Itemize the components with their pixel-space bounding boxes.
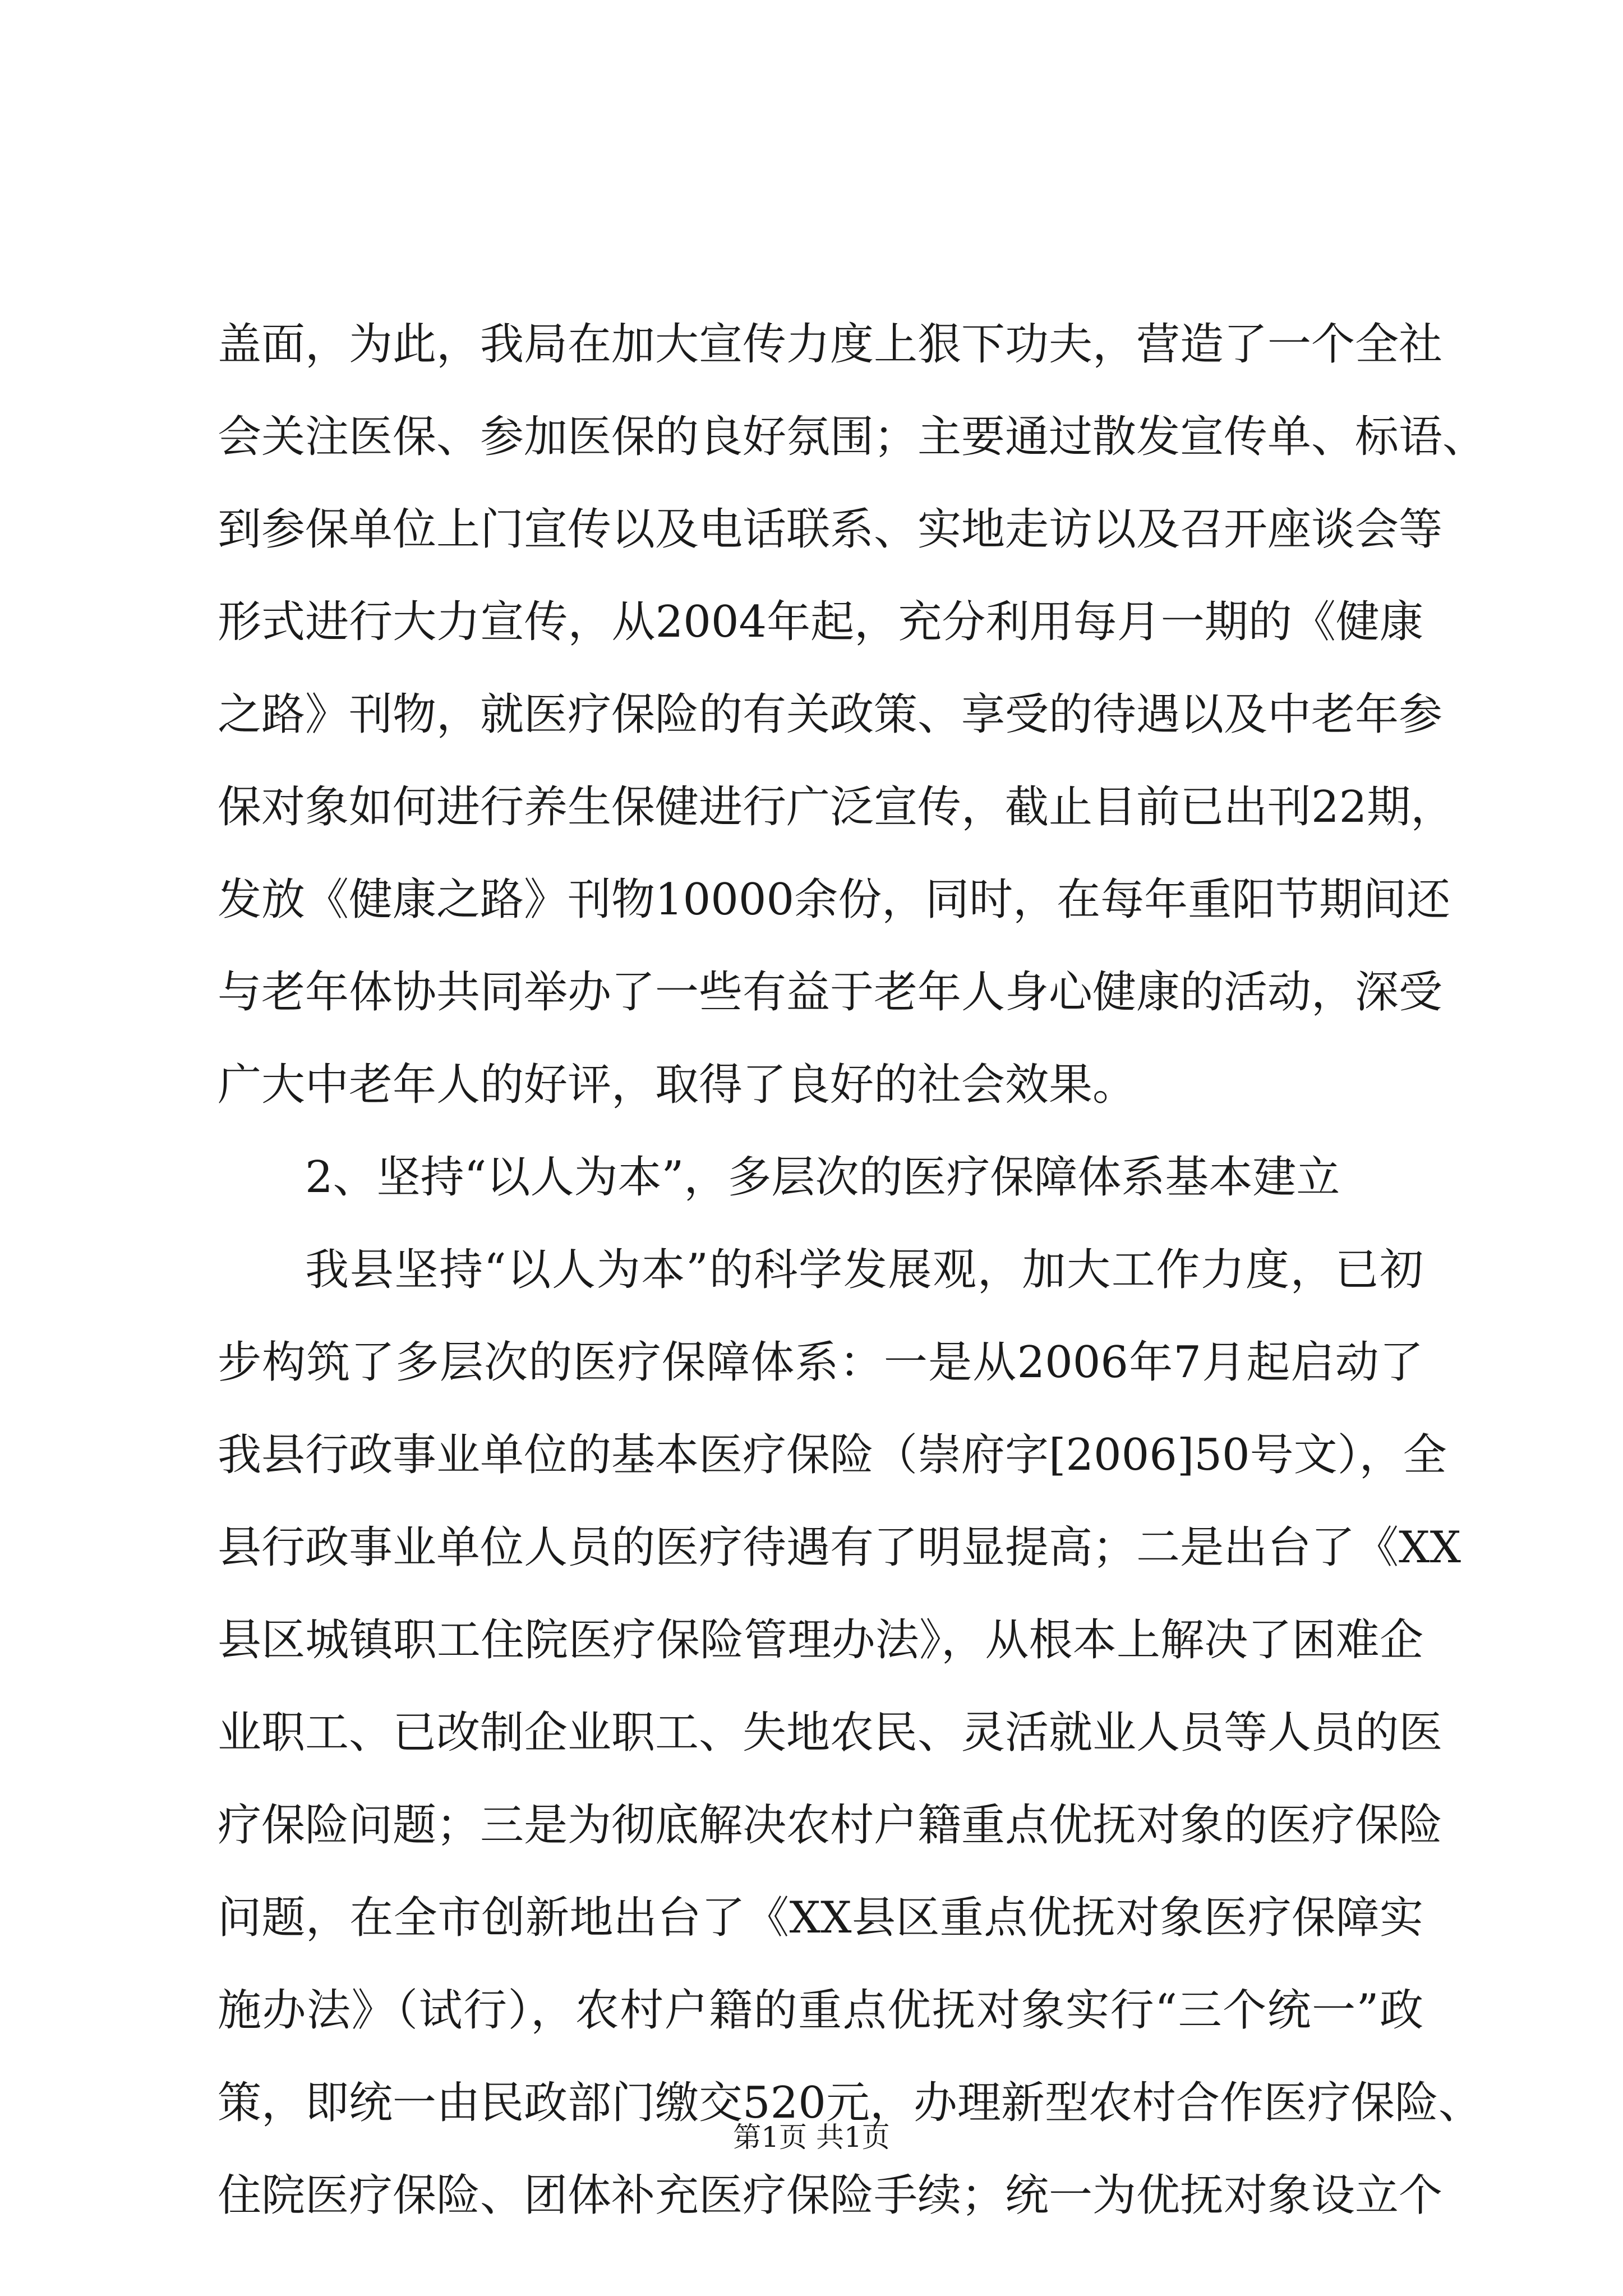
text-line: 广大中老年人的好评，取得了良好的社会效果。: [218, 1060, 1137, 1110]
page-footer: 第1页 共1页: [733, 2121, 890, 2154]
text-line: 业职工、已改制企业职工、失地农民、灵活就业人员等人员的医: [218, 1708, 1443, 1758]
text-line: 之路》刊物，就医疗保险的有关政策、享受的待遇以及中老年参: [218, 689, 1443, 740]
text-line: 问题，在全市创新地出台了《XX县区重点优抚对象医疗保障实: [218, 1893, 1423, 1943]
text-line: 策，即统一由民政部门缴交520元，办理新型农村合作医疗保险、: [218, 2078, 1482, 2128]
text-line: 我县行政事业单位的基本医疗保险（崇府字[2006]50号文），全: [218, 1430, 1447, 1480]
section-heading: 2、坚持“以人为本”，多层次的医疗保障体系基本建立: [305, 1152, 1340, 1203]
text-line: 盖面，为此，我局在加大宣传力度上狠下功夫，营造了一个全社: [218, 319, 1443, 370]
text-line: 施办法》（试行），农村户籍的重点优抚对象实行“三个统一”政: [218, 1985, 1423, 2036]
text-line: 会关注医保、参加医保的良好氛围；主要通过散发宣传单、标语、: [218, 412, 1487, 462]
text-line: 住院医疗保险、团体补充医疗保险手续；统一为优抚对象设立个: [218, 2170, 1443, 2221]
text-line: 形式进行大力宣传，从2004年起，充分利用每月一期的《健康: [218, 597, 1423, 647]
text-line: 我县坚持“以人为本”的科学发展观，加大工作力度，已初: [305, 1245, 1423, 1295]
text-line: 县行政事业单位人员的医疗待遇有了明显提高；二是出台了《XX: [218, 1522, 1461, 1573]
text-line: 疗保险问题；三是为彻底解决农村户籍重点优抚对象的医疗保险: [218, 1800, 1443, 1851]
body-text: [218, 298, 1487, 2242]
text-line: 步构筑了多层次的医疗保障体系：一是从2006年7月起启动了: [218, 1337, 1423, 1388]
text-line: 县区城镇职工住院医疗保险管理办法》，从根本上解决了困难企: [218, 1615, 1423, 1665]
text-line: 到参保单位上门宣传以及电话联系、实地走访以及召开座谈会等: [218, 504, 1443, 555]
text-line: 与老年体协共同举办了一些有益于老年人身心健康的活动，深受: [218, 967, 1443, 1018]
text-line: 保对象如何进行养生保健进行广泛宣传，截止目前已出刊22期，: [218, 782, 1455, 832]
text-line: 发放《健康之路》刊物10000余份，同时，在每年重阳节期间还: [218, 875, 1451, 925]
